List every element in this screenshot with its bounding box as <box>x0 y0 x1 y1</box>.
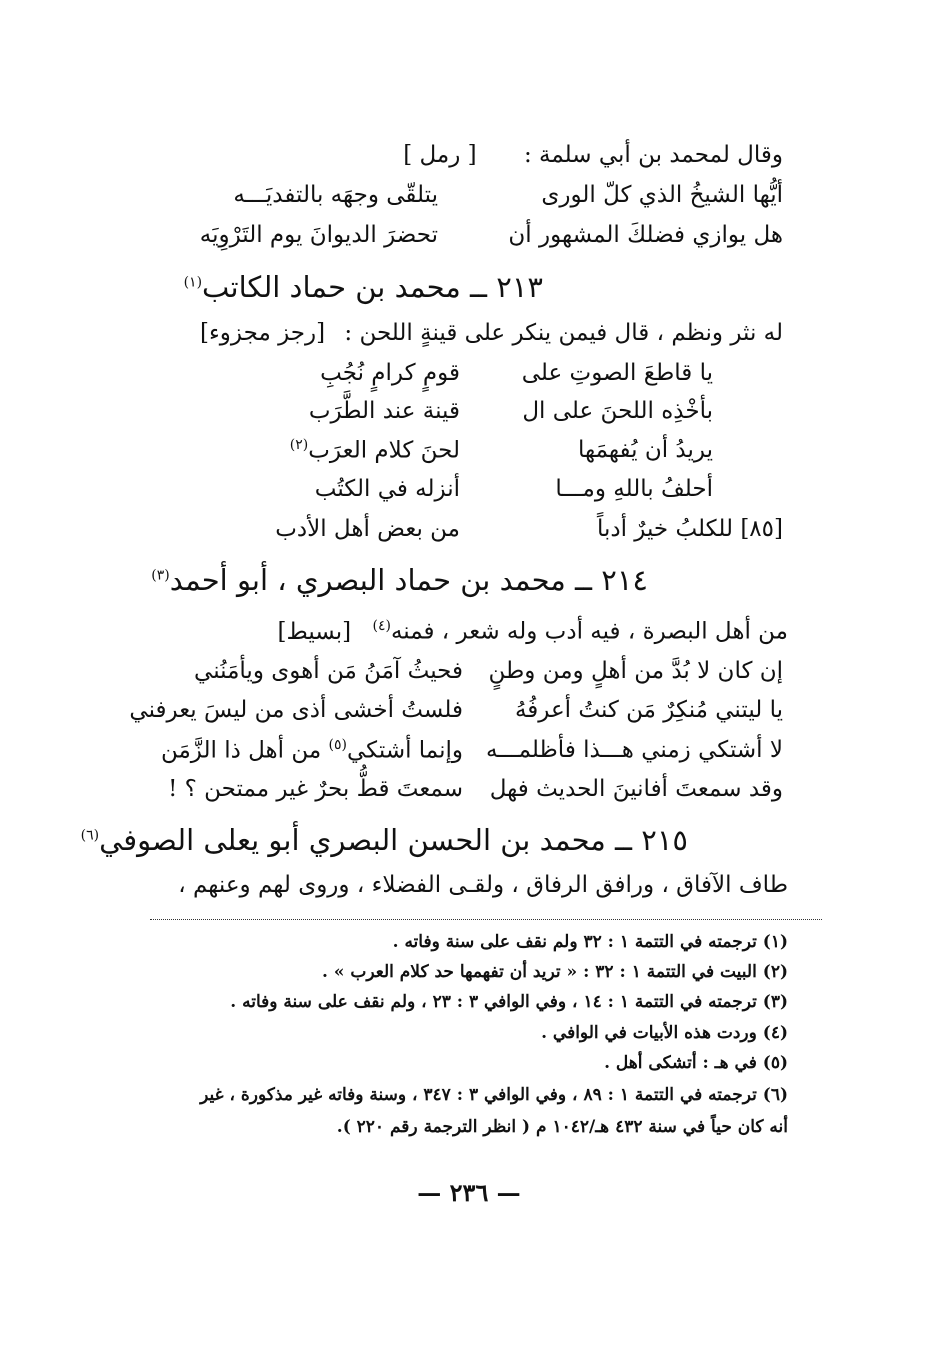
entry-title: ٢١٥ ــ محمد بن الحسن البصري أبو يعلى الصوفي <box>99 823 688 857</box>
verse-6-hemistich-b: أنزله في الكتُب <box>314 476 460 502</box>
verse-1-hemistich-b: يتلقّى وجهَه بالتفديَـــه <box>233 182 438 208</box>
intro-line-2 <box>200 320 783 346</box>
footnote-6: (٦) ترجمته في التتمة ١ : ٨٩ ، وفي الوافي ٣ : ٣٤٧ ، وسنة وفاته غير مذكورة ، غير <box>200 1085 788 1105</box>
verse-7-hemistich-b: من بعض أهل الأدب <box>275 516 460 542</box>
footnote-ref: (٤) <box>372 618 391 634</box>
hemistich-text: للكلبُ خيرٌ أدباً <box>596 516 733 542</box>
entry-heading-213 <box>184 270 543 304</box>
hemistich-text-pre: وإنما أشتكي <box>347 737 463 764</box>
intro-text: وقال لمحمد بن أبي سلمة : <box>523 142 783 168</box>
verse-11-hemistich-a: وقد سمعتَ أفانينَ الحديث فهل <box>489 776 783 802</box>
footnote-ref: (٣) <box>151 567 170 584</box>
meter-label: [رجز مجزوء] <box>200 320 326 346</box>
footnote-ref: (٥) <box>328 737 347 753</box>
footnote-4: (٤) وردت هذه الأبيات في الوافي . <box>541 1023 788 1043</box>
intro-text: له نثر ونظم ، قال فيمن ينكر على قينةٍ اللحن : <box>344 320 783 346</box>
footnote-6-continued: أنه كان حياً في سنة ٤٣٢ هـ/١٠٤٢ م ( انظر الترجمة رقم ٢٢٠ ). <box>336 1117 788 1137</box>
verse-10-hemistich-b <box>161 737 463 764</box>
footnote-2: (٢) البيت في التتمة ١ : ٣٢ : « تريد أن تفهمها حد كلام العرب » . <box>322 962 788 982</box>
verse-10-hemistich-a: لا أشتكي زمني هـــذا فأظلمـــه <box>486 737 783 763</box>
footnote-divider <box>150 919 822 920</box>
page-number: — ٢٣٦ — <box>417 1178 521 1207</box>
footnote-ref: (١) <box>183 274 203 291</box>
intro-line-3 <box>278 618 788 645</box>
entry-heading-214 <box>151 563 648 597</box>
verse-4-hemistich-b: قينة عند الطَّرَب <box>308 398 460 424</box>
entry-title: ٢١٤ ــ محمد بن حماد البصري ، أبو أحمد <box>169 563 648 597</box>
footnote-3: (٣) ترجمته في التتمة ١ : ١٤ ، وفي الوافي ٣ : ٢٣ ، ولم نقف على سنة وفاته . <box>230 992 788 1012</box>
footnote-5: (٥) في هـ : أتشكى أهل . <box>604 1053 788 1073</box>
verse-9-hemistich-a: يا ليتني مُنكِرٌ مَن كنتُ أعرفُهُ <box>514 697 783 723</box>
footnote-ref: (٢) <box>289 437 309 453</box>
verse-3-hemistich-b: قومٍ كرامٍ نُجُبِ <box>320 360 460 386</box>
verse-3-hemistich-a: يا قاطعَ الصوتِ على <box>521 360 713 386</box>
body-paragraph: طاف الآفاق ، ورافق الرفاق ، ولقـى الفضلاء ، وروى لهم وعنهم ، <box>178 872 788 898</box>
verse-6-hemistich-a: أحلفُ باللهِ ومـــا <box>555 476 713 502</box>
verse-9-hemistich-b: فلستُ أخشى أذى من ليسَ يعرفني <box>129 697 463 723</box>
hemistich-text: من أهل ذا الزَّمَن <box>160 737 322 764</box>
meter-label: [بسيط] <box>277 618 352 645</box>
entry-heading-215 <box>81 823 688 857</box>
footnote-1: (١) ترجمته في التتمة ١ : ٣٢ ولم نقف على سنة وفاته . <box>392 932 788 952</box>
intro-line-1 <box>403 142 783 168</box>
verse-2-hemistich-a: هل يوازي فضلكَ المشهور أن <box>508 222 783 248</box>
intro-text: من أهل البصرة ، فيه أدب وله شعر ، فمنه <box>390 618 788 645</box>
verse-4-hemistich-a: بأخْذِه اللحنَ على ال <box>522 398 713 424</box>
verse-5-hemistich-b <box>290 437 460 464</box>
hemistich-text: لحنَ كلام العرَب <box>308 437 460 464</box>
verse-5-hemistich-a: يريدُ أن يُفهمَها <box>577 437 713 463</box>
verse-2-hemistich-b: تحضرَ الديوانَ يوم التَرْوِيَه <box>199 222 438 248</box>
verse-8-hemistich-a: إن كان لا بُدَّ من أهلٍ ومن وطنٍ <box>488 658 783 684</box>
verse-11-hemistich-b: سمعتَ قطُّ بحرٌ غير ممتحن ؟ ! <box>168 776 463 802</box>
verse-7-hemistich-a <box>597 516 783 542</box>
footnote-ref: (٦) <box>80 827 100 844</box>
entry-title: ٢١٣ ــ محمد بن حماد الكاتب <box>202 270 543 304</box>
page-marker: [٨٥] <box>740 516 783 542</box>
verse-1-hemistich-a: أيُّها الشيخُ الذي كلّ الورى <box>541 182 783 208</box>
meter-label: [ رمل ] <box>403 142 477 168</box>
verse-8-hemistich-b: فحيثُ آمَنُ مَن أهوى ويأمَنُني <box>194 658 463 684</box>
